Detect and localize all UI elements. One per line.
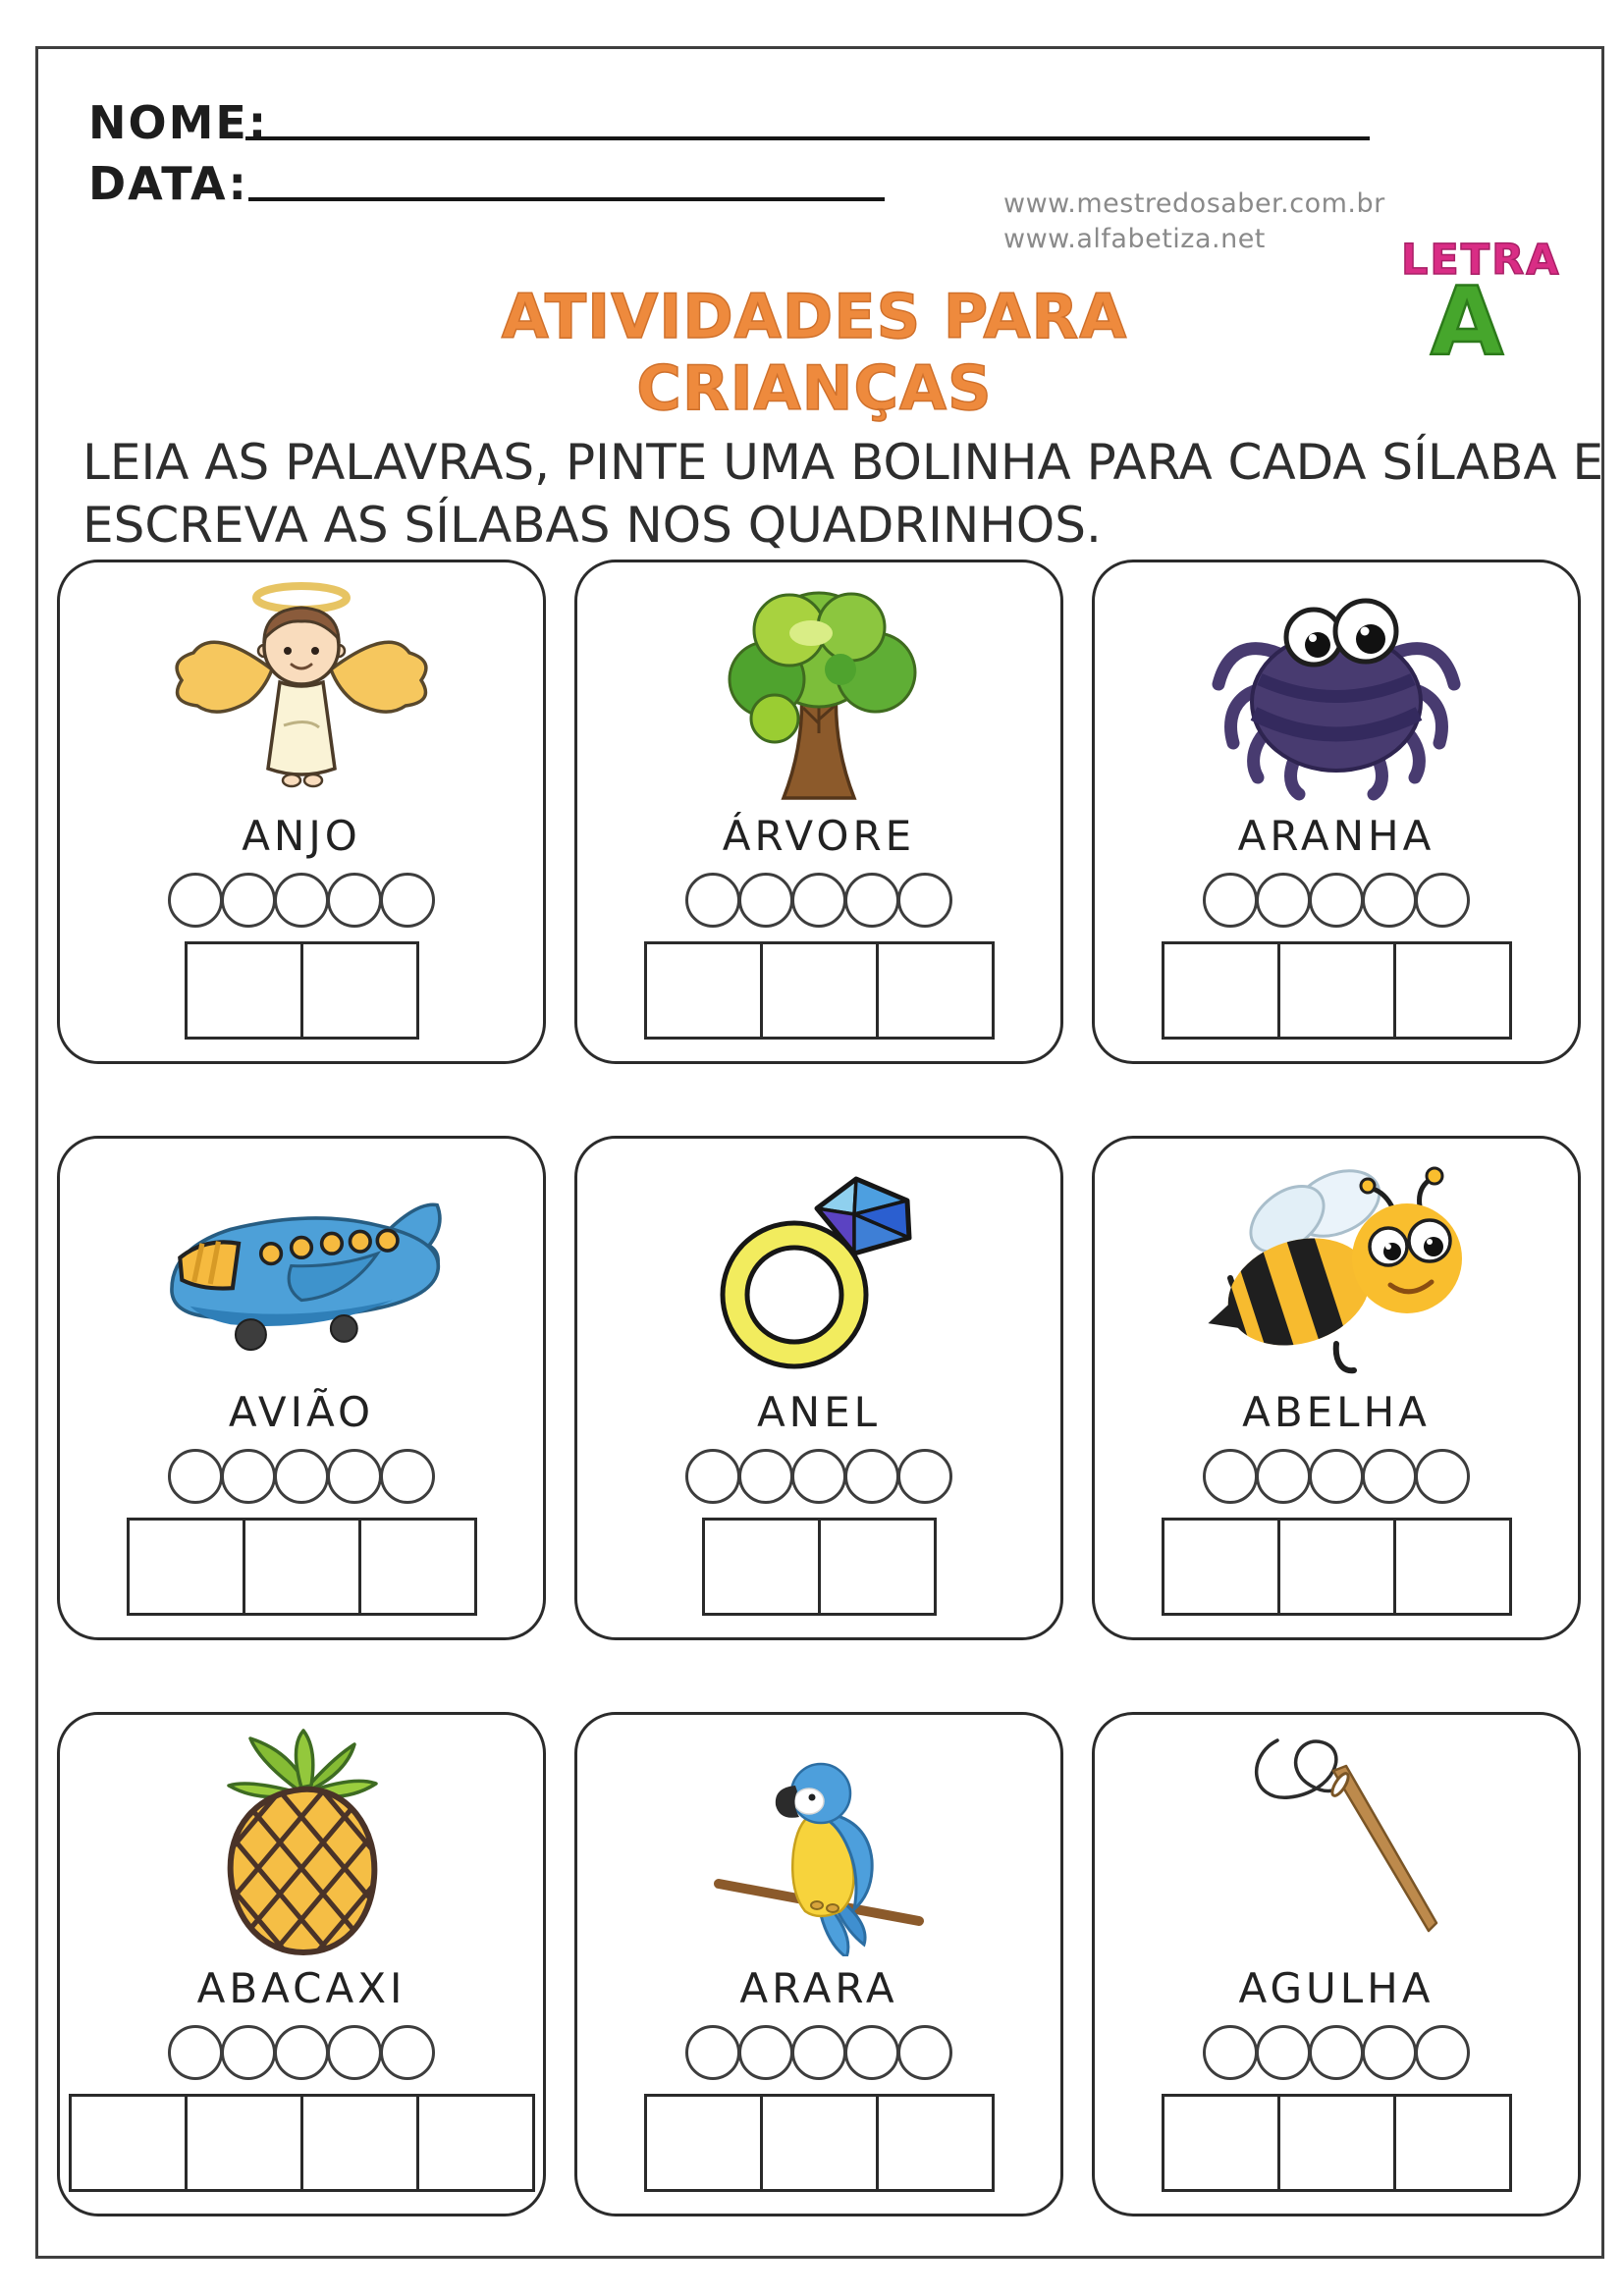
syllable-boxes [185, 941, 419, 1040]
macaw-icon [672, 1729, 966, 1956]
syllable-box[interactable] [760, 941, 879, 1040]
card-word: ABACAXI [196, 1964, 406, 2012]
syllable-circle[interactable] [897, 2025, 952, 2080]
syllable-circle[interactable] [738, 873, 793, 928]
syllable-circle[interactable] [221, 1449, 276, 1504]
syllable-box[interactable] [185, 941, 303, 1040]
syllable-boxes [1162, 941, 1512, 1040]
ring-icon [672, 1152, 966, 1380]
letter-badge-letter: A [1430, 267, 1504, 377]
word-card [1092, 560, 1581, 1064]
card-word: ARANHA [1237, 812, 1435, 860]
syllable-circle[interactable] [274, 873, 329, 928]
syllable-circles [686, 2025, 951, 2080]
syllable-box[interactable] [1162, 1518, 1280, 1616]
syllable-circle[interactable] [1362, 2025, 1417, 2080]
date-label: DATA: [88, 157, 248, 210]
syllable-boxes [644, 941, 995, 1040]
syllable-box[interactable] [416, 2094, 535, 2192]
website-url-1: www.mestredosaber.com.br [1003, 188, 1385, 219]
syllable-circle[interactable] [1415, 873, 1470, 928]
syllable-boxes [69, 2094, 535, 2192]
syllable-box[interactable] [644, 941, 763, 1040]
syllable-boxes [1162, 1518, 1512, 1616]
syllable-box[interactable] [1393, 941, 1512, 1040]
syllable-circle[interactable] [791, 2025, 846, 2080]
syllable-circle[interactable] [897, 1449, 952, 1504]
card-word: ARARA [739, 1964, 898, 2012]
word-card [57, 1712, 546, 2216]
card-word: ANJO [242, 812, 361, 860]
cards-grid [57, 560, 1581, 2216]
syllable-circle[interactable] [327, 1449, 382, 1504]
letter-badge-label: LETRA [1401, 236, 1561, 285]
word-card [574, 560, 1063, 1064]
syllable-circle[interactable] [1203, 1449, 1258, 1504]
syllable-box[interactable] [702, 1518, 821, 1616]
card-word: AVIÃO [228, 1388, 375, 1436]
name-fill-line[interactable] [245, 136, 1370, 140]
syllable-circle[interactable] [1362, 1449, 1417, 1504]
word-card [1092, 1712, 1581, 2216]
syllable-box[interactable] [1277, 1518, 1396, 1616]
bee-icon [1189, 1152, 1484, 1380]
syllable-circle[interactable] [1309, 1449, 1364, 1504]
syllable-boxes [1162, 2094, 1512, 2192]
website-url-2: www.alfabetiza.net [1003, 224, 1266, 254]
syllable-circle[interactable] [1415, 1449, 1470, 1504]
syllable-circle[interactable] [738, 2025, 793, 2080]
word-card [57, 1136, 546, 1640]
syllable-circle[interactable] [168, 1449, 223, 1504]
syllable-circle[interactable] [380, 1449, 435, 1504]
syllable-circle[interactable] [897, 873, 952, 928]
syllable-box[interactable] [644, 2094, 763, 2192]
syllable-circles [169, 873, 434, 928]
syllable-circle[interactable] [1256, 1449, 1311, 1504]
word-card [574, 1136, 1063, 1640]
syllable-circle[interactable] [685, 2025, 740, 2080]
spider-icon [1189, 576, 1484, 804]
syllable-circles [686, 873, 951, 928]
card-word: ABELHA [1242, 1388, 1431, 1436]
syllable-boxes [702, 1518, 937, 1616]
syllable-circle[interactable] [327, 873, 382, 928]
syllable-box[interactable] [127, 1518, 245, 1616]
syllable-boxes [644, 2094, 995, 2192]
syllable-circle[interactable] [1256, 873, 1311, 928]
syllable-box[interactable] [243, 1518, 361, 1616]
syllable-box[interactable] [69, 2094, 188, 2192]
syllable-circle[interactable] [685, 873, 740, 928]
word-card [574, 1712, 1063, 2216]
angel-icon [154, 576, 449, 804]
syllable-circle[interactable] [1415, 2025, 1470, 2080]
syllable-box[interactable] [300, 941, 419, 1040]
syllable-circle[interactable] [327, 2025, 382, 2080]
syllable-circle[interactable] [380, 2025, 435, 2080]
syllable-boxes [127, 1518, 477, 1616]
syllable-circle[interactable] [1256, 2025, 1311, 2080]
syllable-circle[interactable] [844, 1449, 899, 1504]
syllable-circle[interactable] [168, 2025, 223, 2080]
syllable-circle[interactable] [1362, 873, 1417, 928]
airplane-icon [149, 1152, 454, 1380]
syllable-box[interactable] [1162, 941, 1280, 1040]
instructions-line-1: LEIA AS PALAVRAS, PINTE UMA BOLINHA PARA CADA SÍLABA E [82, 434, 1604, 491]
syllable-box[interactable] [1393, 2094, 1512, 2192]
name-label: NOME: [88, 96, 269, 149]
syllable-circles [686, 1449, 951, 1504]
syllable-circle[interactable] [221, 2025, 276, 2080]
syllable-circle[interactable] [1309, 2025, 1364, 2080]
syllable-box[interactable] [185, 2094, 303, 2192]
syllable-box[interactable] [1393, 1518, 1512, 1616]
card-word: AGULHA [1238, 1964, 1435, 2012]
page-title: ATIVIDADES PARA CRIANÇAS [501, 281, 1128, 424]
syllable-circle[interactable] [221, 873, 276, 928]
word-card [1092, 1136, 1581, 1640]
syllable-box[interactable] [1277, 2094, 1396, 2192]
syllable-circle[interactable] [1203, 2025, 1258, 2080]
syllable-box[interactable] [1162, 2094, 1280, 2192]
syllable-circle[interactable] [844, 2025, 899, 2080]
syllable-box[interactable] [1277, 941, 1396, 1040]
syllable-circles [169, 2025, 434, 2080]
syllable-box[interactable] [876, 941, 995, 1040]
syllable-circle[interactable] [791, 873, 846, 928]
syllable-circles [1204, 873, 1469, 928]
needle-icon [1189, 1729, 1484, 1956]
syllable-circle[interactable] [738, 1449, 793, 1504]
pineapple-icon [154, 1729, 449, 1956]
syllable-box[interactable] [818, 1518, 937, 1616]
syllable-circles [169, 1449, 434, 1504]
instructions-line-2: ESCREVA AS SÍLABAS NOS QUADRINHOS. [82, 497, 1102, 554]
date-fill-line[interactable] [248, 197, 885, 201]
word-card [57, 560, 546, 1064]
syllable-circle[interactable] [685, 1449, 740, 1504]
syllable-circles [1204, 1449, 1469, 1504]
syllable-circles [1204, 2025, 1469, 2080]
syllable-box[interactable] [300, 2094, 419, 2192]
syllable-box[interactable] [358, 1518, 477, 1616]
syllable-circle[interactable] [274, 2025, 329, 2080]
card-word: ÁRVORE [722, 812, 916, 860]
syllable-box[interactable] [876, 2094, 995, 2192]
syllable-circle[interactable] [844, 873, 899, 928]
syllable-circle[interactable] [1309, 873, 1364, 928]
syllable-circle[interactable] [380, 873, 435, 928]
syllable-box[interactable] [760, 2094, 879, 2192]
syllable-circle[interactable] [168, 873, 223, 928]
syllable-circle[interactable] [791, 1449, 846, 1504]
syllable-circle[interactable] [274, 1449, 329, 1504]
card-word: ANEL [756, 1388, 882, 1436]
tree-icon [672, 576, 966, 804]
syllable-circle[interactable] [1203, 873, 1258, 928]
